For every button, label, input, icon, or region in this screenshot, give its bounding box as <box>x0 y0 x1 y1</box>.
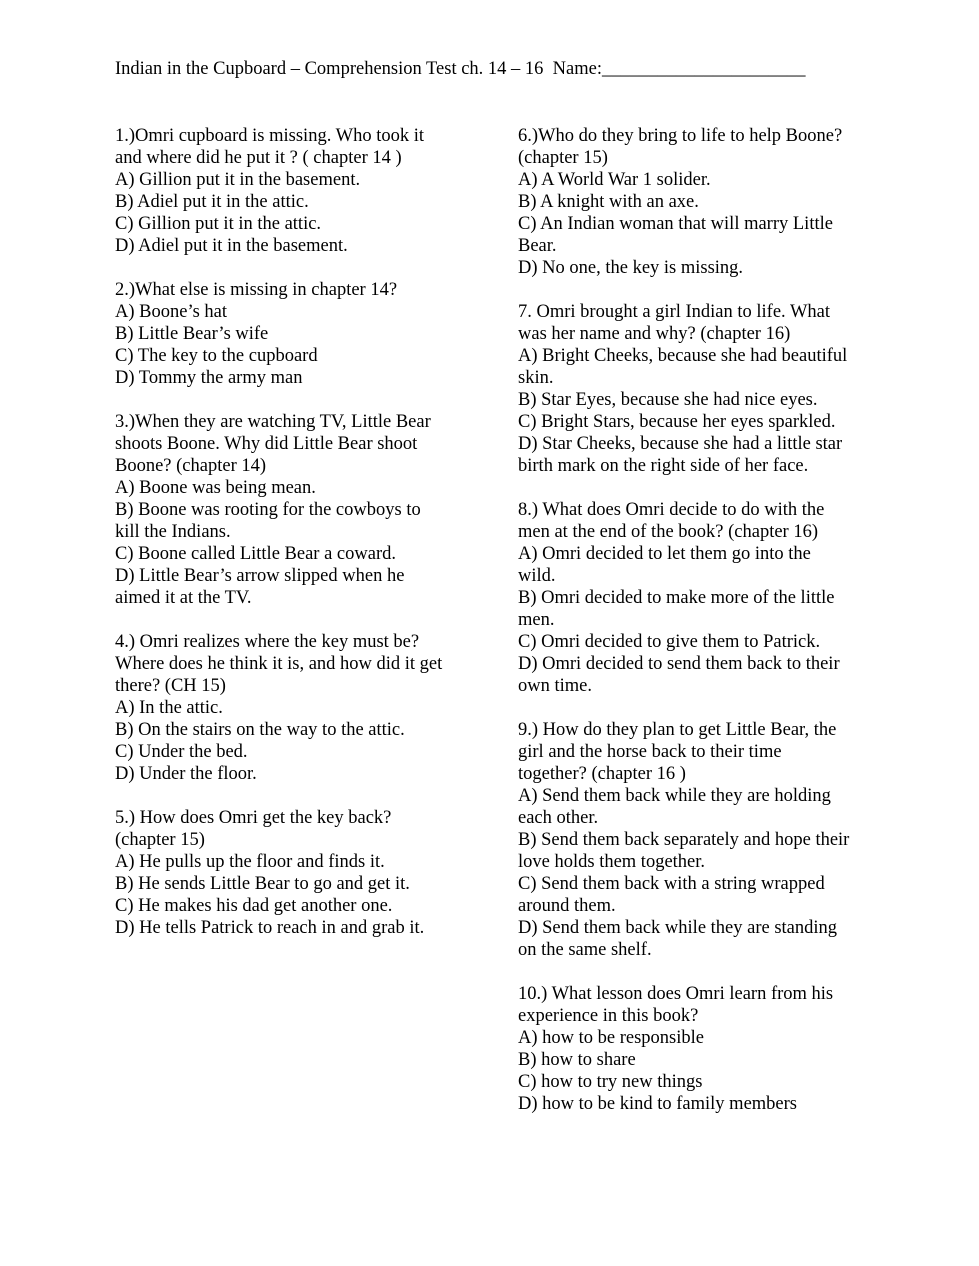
answer-option: D) Star Cheeks, because she had a little star <box>518 434 843 454</box>
answer-option: own time. <box>518 676 592 696</box>
question-block <box>518 499 873 697</box>
answer-option: men. <box>518 610 555 630</box>
answer-option: D) Omri decided to send them back to their <box>518 654 840 674</box>
question-block <box>518 301 873 477</box>
question-block <box>518 983 873 1115</box>
answer-option: B) On the stairs on the way to the attic. <box>115 720 405 740</box>
answer-option: D) how to be kind to family members <box>518 1094 797 1114</box>
answer-option: D) Adiel put it in the basement. <box>115 236 348 256</box>
question-text: experience in this book? <box>518 1006 699 1026</box>
question-text: 4.) Omri realizes where the key must be? <box>115 632 420 652</box>
answer-option: kill the Indians. <box>115 522 231 542</box>
test-title: Indian in the Cupboard – Comprehension Test ch. 14 – 16 Name: <box>115 59 602 79</box>
question-text: 8.) What does Omri decide to do with the <box>518 500 825 520</box>
left-column <box>115 125 465 961</box>
answer-option: D) Send them back while they are standing <box>518 918 838 938</box>
answer-option: A) Boone was being mean. <box>115 478 316 498</box>
answer-option: D) Little Bear’s arrow slipped when he <box>115 566 405 586</box>
answer-option: Bear. <box>518 236 557 256</box>
answer-option: on the same shelf. <box>518 940 652 960</box>
answer-option: D) Under the floor. <box>115 764 257 784</box>
question-text: (chapter 15) <box>115 830 205 850</box>
answer-option: D) Tommy the army man <box>115 368 303 388</box>
answer-option: A) Gillion put it in the basement. <box>115 170 361 190</box>
question-text: 3.)When they are watching TV, Little Bear <box>115 412 431 432</box>
answer-option: A) Send them back while they are holding <box>518 786 831 806</box>
question-text: there? (CH 15) <box>115 676 226 696</box>
answer-option: B) how to share <box>518 1050 636 1070</box>
answer-option: A) Omri decided to let them go into the <box>518 544 811 564</box>
answer-option: D) He tells Patrick to reach in and grab it. <box>115 918 425 938</box>
question-text: 6.)Who do they bring to life to help Boone? <box>518 126 843 146</box>
answer-option: B) Little Bear’s wife <box>115 324 269 344</box>
answer-option: B) Omri decided to make more of the little <box>518 588 835 608</box>
answer-option: C) Boone called Little Bear a coward. <box>115 544 396 564</box>
answer-option: C) Under the bed. <box>115 742 248 762</box>
answer-option: C) how to try new things <box>518 1072 703 1092</box>
answer-option: C) Bright Stars, because her eyes sparkled. <box>518 412 836 432</box>
answer-option: A) Bright Cheeks, because she had beautiful <box>518 346 848 366</box>
answer-option: each other. <box>518 808 599 828</box>
test-header <box>115 58 806 80</box>
name-blank: ______________________ <box>602 59 806 79</box>
answer-option: C) Omri decided to give them to Patrick. <box>518 632 821 652</box>
question-text: together? (chapter 16 ) <box>518 764 686 784</box>
answer-option: B) Boone was rooting for the cowboys to <box>115 500 421 520</box>
answer-option: C) An Indian woman that will marry Little <box>518 214 833 234</box>
question-text: 9.) How do they plan to get Little Bear, the <box>518 720 837 740</box>
answer-option: D) No one, the key is missing. <box>518 258 744 278</box>
answer-option: B) Star Eyes, because she had nice eyes. <box>518 390 818 410</box>
question-block <box>518 125 873 279</box>
answer-option: A) In the attic. <box>115 698 223 718</box>
question-text: 10.) What lesson does Omri learn from his <box>518 984 834 1004</box>
answer-option: C) Gillion put it in the attic. <box>115 214 322 234</box>
answer-option: B) Send them back separately and hope their <box>518 830 850 850</box>
answer-option: around them. <box>518 896 616 916</box>
answer-option: C) He makes his dad get another one. <box>115 896 393 916</box>
answer-option: skin. <box>518 368 554 388</box>
answer-option: wild. <box>518 566 556 586</box>
question-text: 5.) How does Omri get the key back? <box>115 808 392 828</box>
question-text: shoots Boone. Why did Little Bear shoot <box>115 434 418 454</box>
answer-option: aimed it at the TV. <box>115 588 252 608</box>
question-text: girl and the horse back to their time <box>518 742 782 762</box>
question-block <box>518 719 873 961</box>
question-block <box>115 631 465 785</box>
question-text: Where does he think it is, and how did it get <box>115 654 443 674</box>
answer-option: A) Boone’s hat <box>115 302 228 322</box>
answer-option: B) He sends Little Bear to go and get it. <box>115 874 410 894</box>
answer-option: B) A knight with an axe. <box>518 192 699 212</box>
answer-option: A) how to be responsible <box>518 1028 704 1048</box>
answer-option: A) A World War 1 solider. <box>518 170 711 190</box>
answer-option: love holds them together. <box>518 852 706 872</box>
answer-option: birth mark on the right side of her face. <box>518 456 809 476</box>
answer-option: B) Adiel put it in the attic. <box>115 192 309 212</box>
question-text: 7. Omri brought a girl Indian to life. What <box>518 302 831 322</box>
question-block <box>115 125 465 257</box>
question-text: Boone? (chapter 14) <box>115 456 267 476</box>
question-text: men at the end of the book? (chapter 16) <box>518 522 818 542</box>
question-text: 1.)Omri cupboard is missing. Who took it <box>115 126 424 146</box>
answer-option: C) The key to the cupboard <box>115 346 318 366</box>
question-block <box>115 411 465 609</box>
question-block <box>115 279 465 389</box>
question-text: (chapter 15) <box>518 148 608 168</box>
answer-option: C) Send them back with a string wrapped <box>518 874 825 894</box>
right-column <box>518 125 873 1137</box>
question-text: was her name and why? (chapter 16) <box>518 324 791 344</box>
question-text: and where did he put it ? ( chapter 14 ) <box>115 148 402 168</box>
question-text: 2.)What else is missing in chapter 14? <box>115 280 398 300</box>
answer-option: A) He pulls up the floor and finds it. <box>115 852 385 872</box>
question-block <box>115 807 465 939</box>
